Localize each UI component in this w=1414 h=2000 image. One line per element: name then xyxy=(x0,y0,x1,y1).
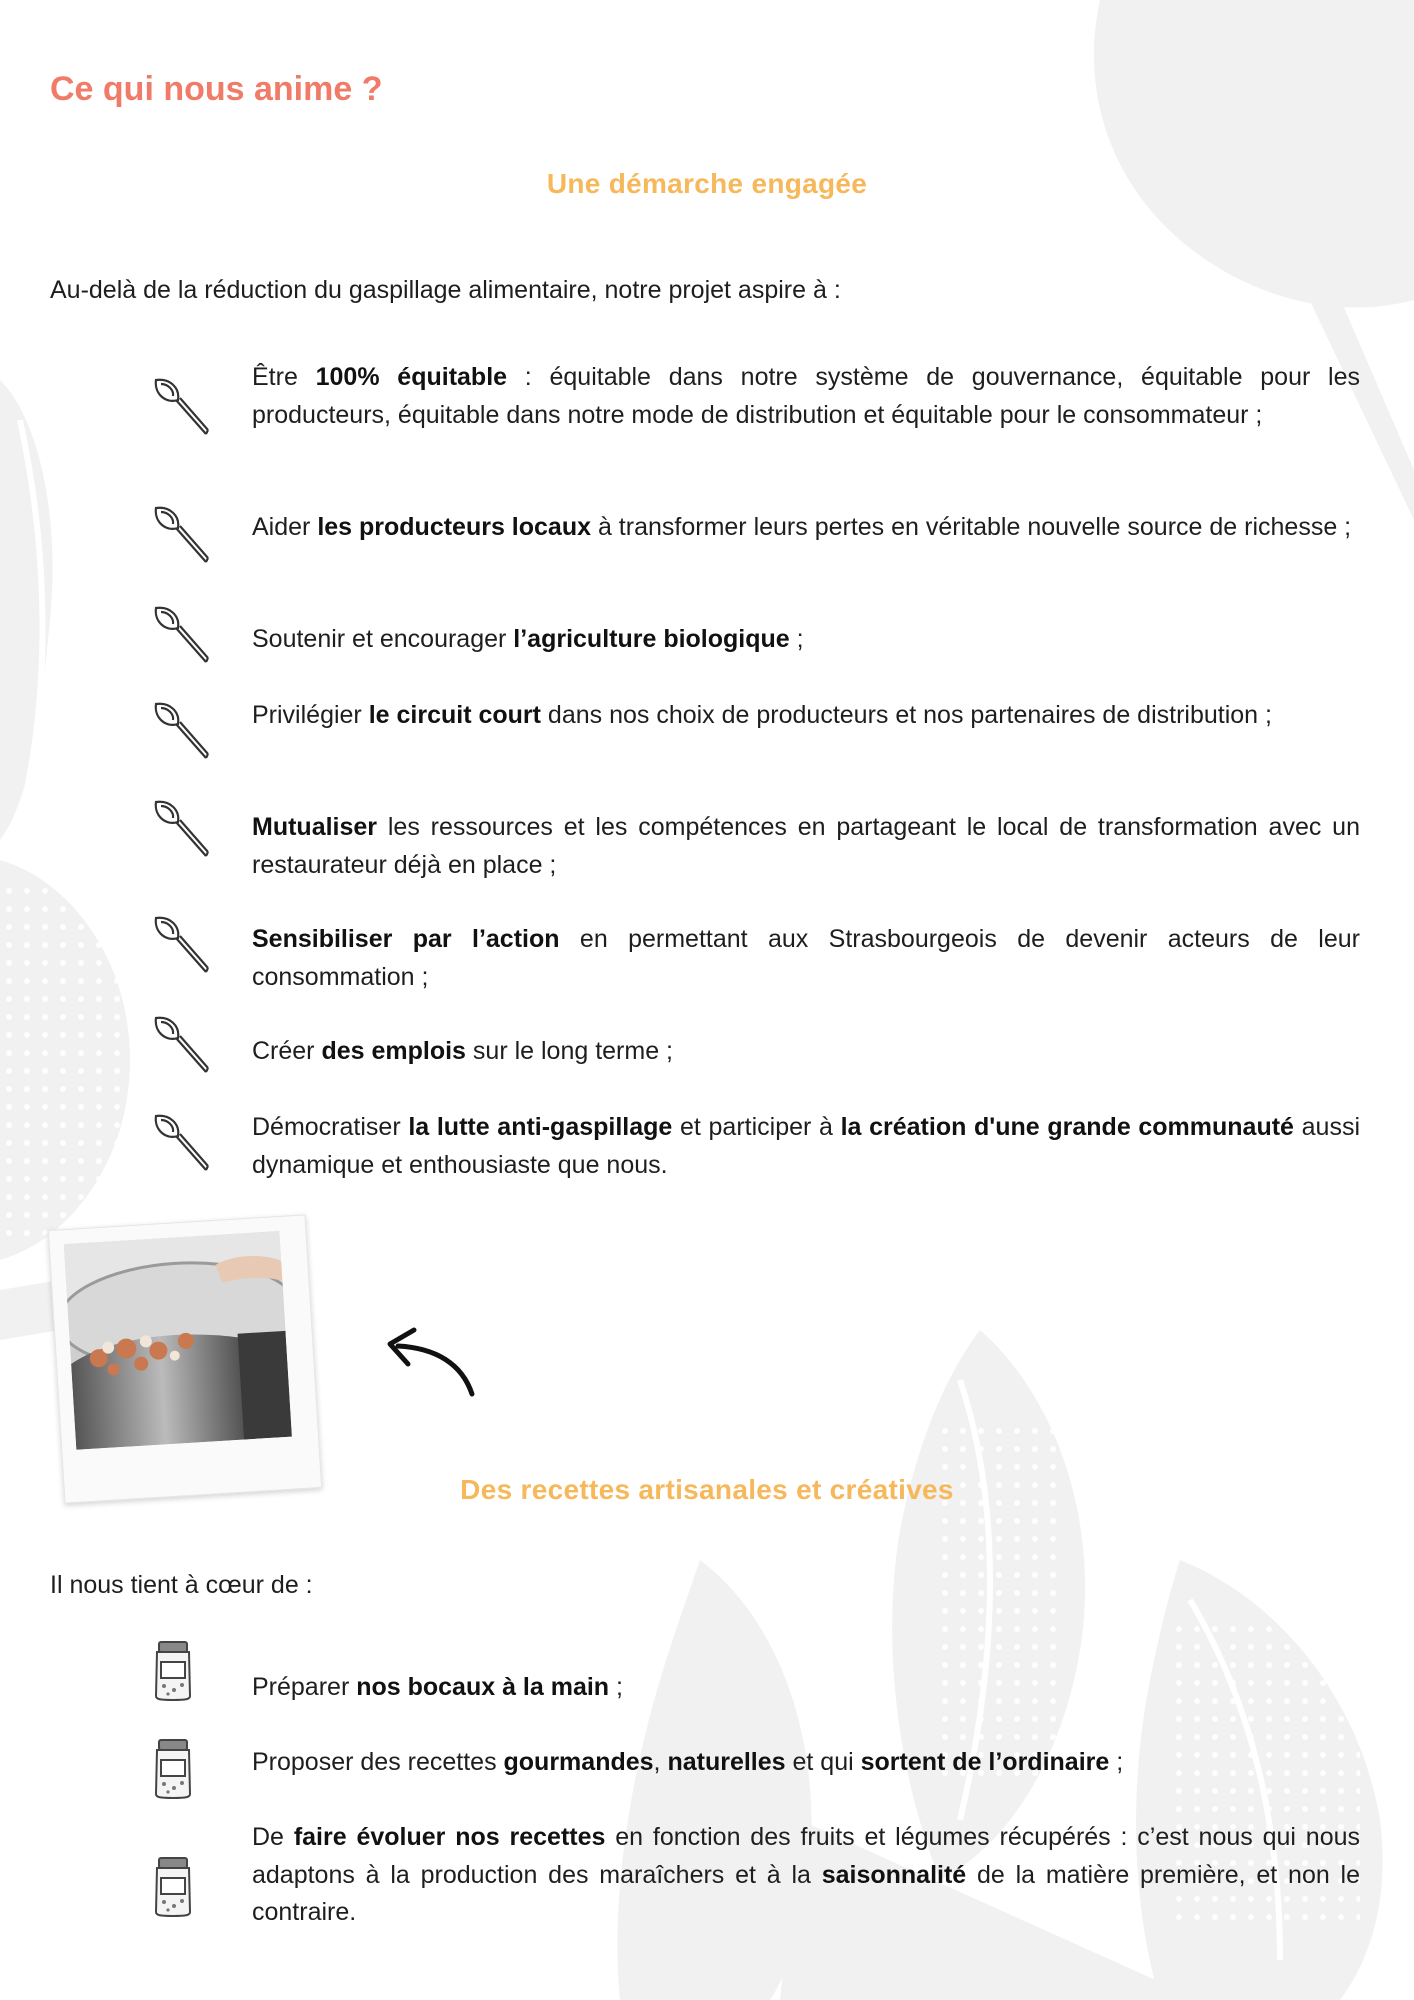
jar-icon xyxy=(150,1856,196,1918)
highlight-text: la création d'une grande communauté xyxy=(840,1113,1294,1141)
engagement-item xyxy=(252,621,1360,659)
item-text: Démocratiser xyxy=(252,1113,409,1141)
engagement-item xyxy=(252,359,1360,434)
engagement-item xyxy=(252,1033,1360,1071)
jar-icon xyxy=(150,1640,196,1702)
item-text: de la matière première, et non le contraire. xyxy=(252,1860,1361,1926)
highlight-text: Sensibiliser par l’action xyxy=(252,925,560,953)
highlight-text: les producteurs locaux xyxy=(317,513,592,541)
section-title-recipes: Des recettes artisanales et créatives xyxy=(460,1474,954,1505)
jar-icon xyxy=(150,1738,196,1800)
whisk-icon xyxy=(152,1112,212,1178)
highlight-text: naturelles xyxy=(667,1748,786,1776)
engagement-item xyxy=(252,697,1360,735)
section-title-engaged: Une démarche engagée xyxy=(546,168,868,199)
highlight-text: Mutualiser xyxy=(252,813,378,841)
section2-intro: Il nous tient à cœur de : xyxy=(50,1571,313,1599)
engagement-item xyxy=(252,809,1360,884)
highlight-text: gourmandes xyxy=(503,1748,654,1776)
highlight-text: nos bocaux à la main xyxy=(356,1673,610,1701)
item-text: Privilégier xyxy=(252,701,369,729)
highlight-text: des emplois xyxy=(321,1037,466,1065)
whisk-icon xyxy=(152,798,212,864)
item-text: Créer xyxy=(252,1037,322,1065)
item-text: , xyxy=(653,1748,668,1776)
highlight-text: la lutte anti-gaspillage xyxy=(408,1113,673,1141)
highlight-text: l’agriculture biologique xyxy=(513,625,790,653)
whisk-icon xyxy=(152,914,212,980)
item-text: ; xyxy=(1109,1748,1124,1776)
section1-intro: Au-delà de la réduction du gaspillage alimentaire, notre projet aspire à : xyxy=(50,276,841,304)
item-text: : équitable dans notre système de gouvernance, équitable pour les producteurs, équitable dans notre mode de distribution et équitable pour le consommateur ; xyxy=(252,363,1361,429)
highlight-text: saisonnalité xyxy=(821,1860,967,1889)
engagement-item xyxy=(252,509,1360,547)
highlight-text: 100% équitable xyxy=(315,363,508,391)
item-text: en fonction des fruits et légumes récupérés : c’est nous qui nous adaptons à la production des maraîchers et à la xyxy=(252,1823,1361,1889)
item-text: et qui xyxy=(785,1748,861,1776)
recipe-item xyxy=(252,1669,1360,1707)
whisk-icon xyxy=(152,700,212,766)
item-text: en permettant aux Strasbourgeois de devenir acteurs de leur consommation ; xyxy=(252,925,1360,991)
highlight-text: faire évoluer nos recettes xyxy=(293,1823,606,1851)
cooking-pot-photo xyxy=(48,1214,322,1503)
highlight-text: sortent de l’ordinaire xyxy=(860,1748,1110,1776)
highlight-text: le circuit court xyxy=(368,701,541,729)
item-text: aussi dynamique et enthousiaste que nous. xyxy=(252,1113,1361,1179)
item-text: et participer à xyxy=(672,1113,841,1141)
item-text: Proposer des recettes xyxy=(252,1748,504,1776)
item-text: ; xyxy=(789,625,804,653)
item-text: De xyxy=(252,1823,294,1851)
page-title: Ce qui nous anime ? xyxy=(50,70,383,108)
engagement-item xyxy=(252,1109,1360,1184)
item-text: à transformer leurs pertes en véritable nouvelle source de richesse ; xyxy=(591,513,1352,541)
curved-arrow-icon xyxy=(384,1322,484,1402)
whisk-icon xyxy=(152,376,212,442)
item-text: Aider xyxy=(252,513,318,541)
whisk-icon xyxy=(152,1014,212,1080)
recipe-item xyxy=(252,1744,1360,1782)
item-text: Préparer xyxy=(252,1673,357,1701)
item-text: ; xyxy=(609,1673,623,1701)
engagement-item xyxy=(252,921,1360,996)
recipe-item xyxy=(252,1819,1360,1932)
item-text: les ressources et les compétences en partageant le local de transformation avec un restaurateur déjà en place ; xyxy=(252,813,1360,879)
item-text: Être xyxy=(252,363,316,391)
whisk-icon xyxy=(152,504,212,570)
item-text: dans nos choix de producteurs et nos partenaires de distribution ; xyxy=(540,701,1272,729)
item-text: Soutenir et encourager xyxy=(252,625,514,653)
item-text: sur le long terme ; xyxy=(465,1037,673,1065)
whisk-icon xyxy=(152,604,212,670)
